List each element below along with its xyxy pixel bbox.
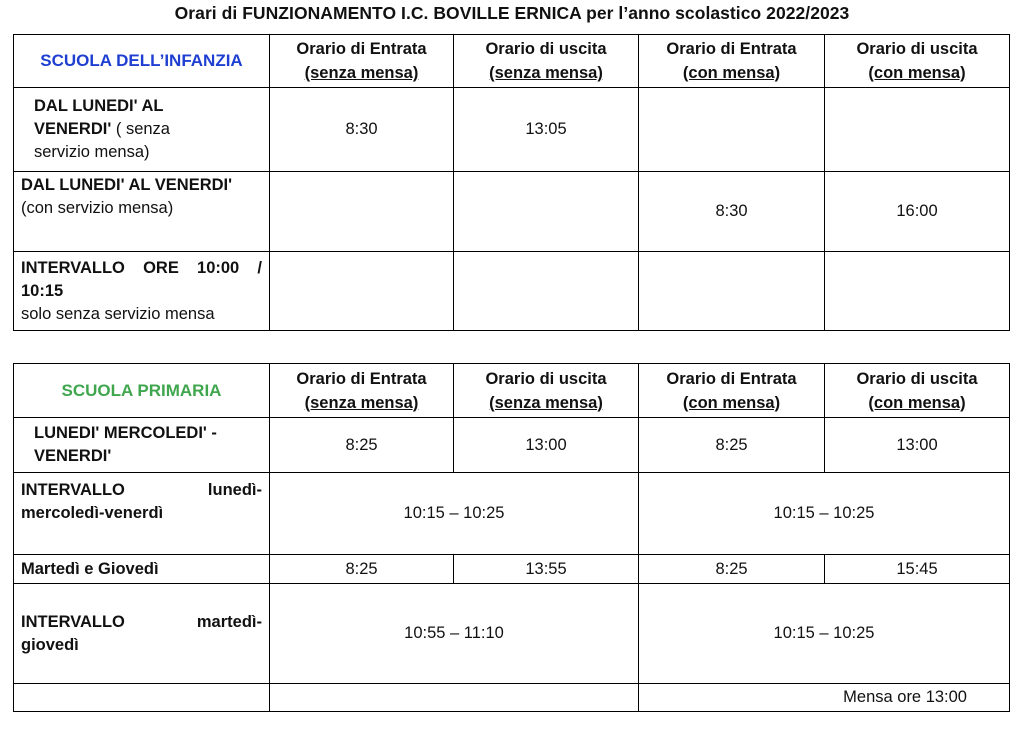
entry-time-cell	[270, 252, 454, 331]
entry-meal-time-cell	[639, 252, 825, 331]
table-row	[14, 88, 1010, 172]
primaria-schedule-table	[13, 363, 1010, 712]
table-row	[14, 473, 1010, 555]
table-row	[14, 172, 1010, 252]
table-row	[14, 555, 1010, 584]
header-entry-meal: Orario di Entrata (con mensa)	[639, 364, 825, 418]
primaria-heading: SCUOLA PRIMARIA	[14, 364, 270, 418]
table-row	[14, 252, 1010, 331]
exit-meal-time-cell: 15:45	[825, 555, 1010, 584]
exit-meal-time-cell	[825, 88, 1010, 172]
row-label: Martedì e Giovedì	[14, 555, 270, 584]
entry-time-cell: 8:25	[270, 555, 454, 584]
interval-time-cell: 10:55 – 11:10	[270, 584, 639, 684]
exit-time-cell	[454, 172, 639, 252]
row-label: DAL LUNEDI' AL VENERDI' ( senza servizio mensa)	[14, 88, 270, 172]
meal-time-note: Mensa ore 13:00	[639, 684, 1010, 712]
header-entry-no-meal: Orario di Entrata (senza mensa)	[270, 364, 454, 418]
row-label	[14, 684, 270, 712]
exit-time-cell: 13:05	[454, 88, 639, 172]
entry-meal-time-cell: 8:25	[639, 418, 825, 473]
page-title: Orari di FUNZIONAMENTO I.C. BOVILLE ERNICA per l’anno scolastico 2022/2023	[174, 3, 850, 23]
entry-time-cell	[270, 172, 454, 252]
infanzia-schedule-table	[13, 34, 1010, 331]
entry-meal-time-cell: 8:25	[639, 555, 825, 584]
header-exit-meal: Orario di uscita (con mensa)	[825, 35, 1010, 88]
entry-time-cell: 8:25	[270, 418, 454, 473]
primaria-header-row	[14, 364, 1010, 418]
table-row	[14, 684, 1010, 712]
exit-time-cell: 13:00	[454, 418, 639, 473]
header-exit-meal: Orario di uscita (con mensa)	[825, 364, 1010, 418]
header-exit-no-meal: Orario di uscita (senza mensa)	[454, 364, 639, 418]
exit-time-cell	[454, 252, 639, 331]
row-label: DAL LUNEDI' AL VENERDI' (con servizio mensa)	[14, 172, 270, 252]
interval-meal-time-cell: 10:15 – 10:25	[639, 584, 1010, 684]
empty-cell	[270, 684, 639, 712]
row-label: INTERVALLO ORE 10:00 / 10:15 solo senza servizio mensa	[14, 252, 270, 331]
entry-meal-time-cell: 8:30	[639, 172, 825, 252]
exit-time-cell: 13:55	[454, 555, 639, 584]
exit-meal-time-cell: 13:00	[825, 418, 1010, 473]
infanzia-header-row	[14, 35, 1010, 88]
header-entry-meal: Orario di Entrata (con mensa)	[639, 35, 825, 88]
row-label: INTERVALLO martedì- giovedì	[14, 584, 270, 684]
header-exit-no-meal: Orario di uscita (senza mensa)	[454, 35, 639, 88]
table-row	[14, 584, 1010, 684]
exit-meal-time-cell: 16:00	[825, 172, 1010, 252]
entry-meal-time-cell	[639, 88, 825, 172]
infanzia-heading: SCUOLA DELL’INFANZIA	[14, 35, 270, 88]
row-label: LUNEDI' MERCOLEDI' - VENERDI'	[14, 418, 270, 473]
table-row	[14, 418, 1010, 473]
exit-meal-time-cell	[825, 252, 1010, 331]
interval-time-cell: 10:15 – 10:25	[270, 473, 639, 555]
entry-time-cell: 8:30	[270, 88, 454, 172]
row-label: INTERVALLO lunedì- mercoledì-venerdì	[14, 473, 270, 555]
interval-meal-time-cell: 10:15 – 10:25	[639, 473, 1010, 555]
header-entry-no-meal: Orario di Entrata (senza mensa)	[270, 35, 454, 88]
